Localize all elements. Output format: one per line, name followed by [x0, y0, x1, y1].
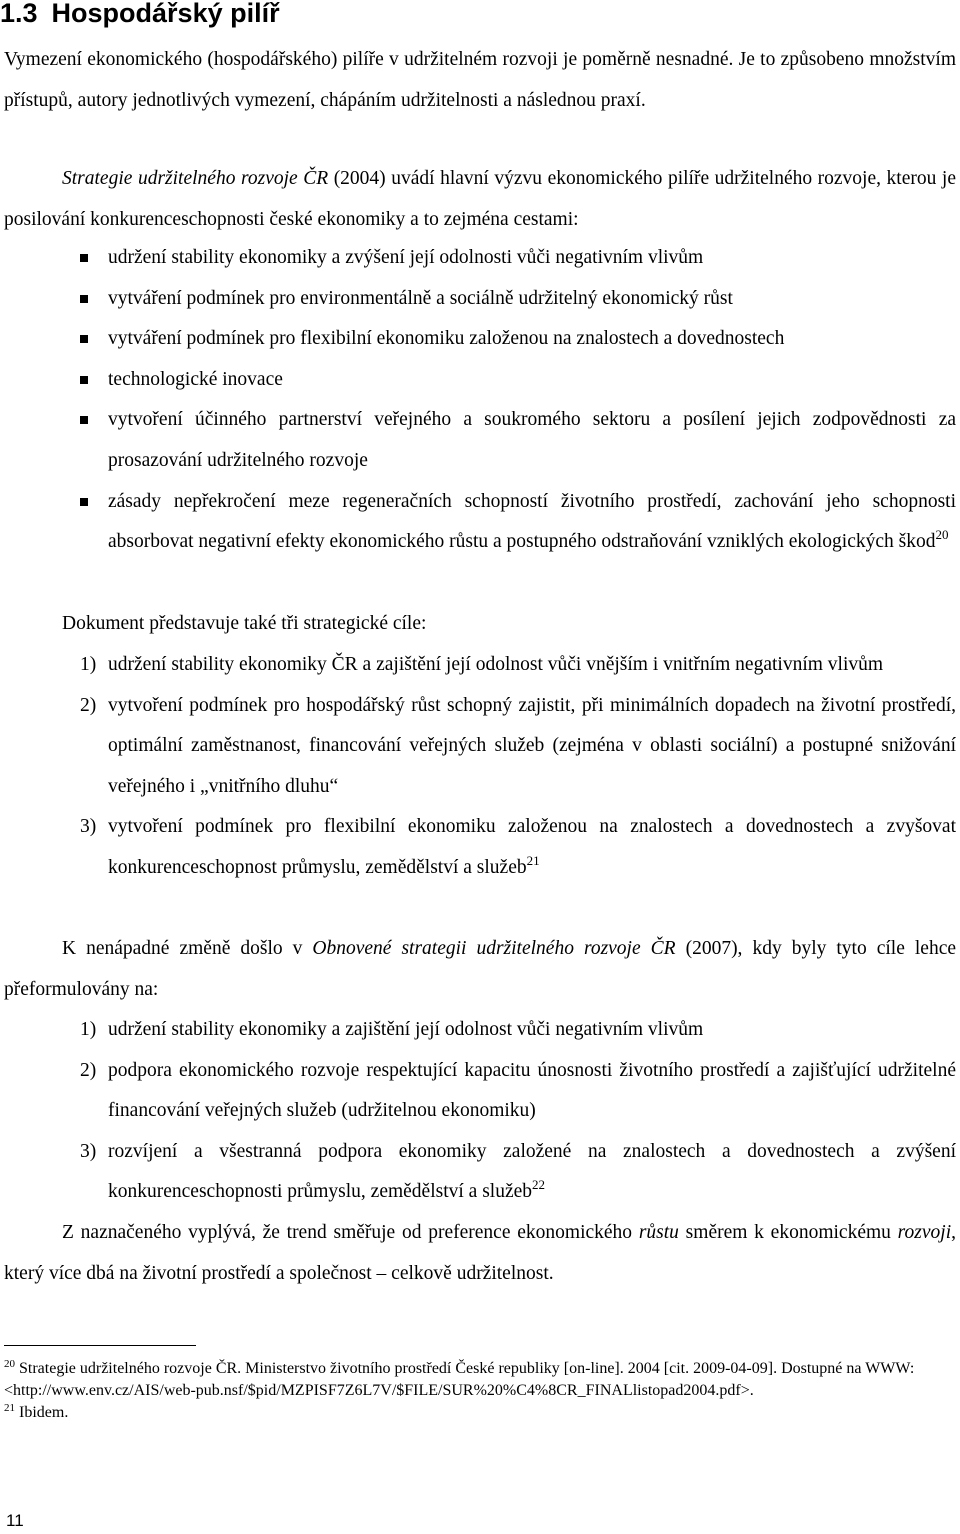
strategy-text: (2004) uvádí hlavní výzvu ekonomického pilíře udržitelného rozvoje, kterou je posilování konkurenceschopnosti české ekonomiky a to zejména cestami: — [4, 168, 956, 230]
list-item — [0, 1051, 956, 1132]
footnote-number: 21 — [4, 1402, 15, 1414]
goals-2004-list — [0, 645, 960, 889]
list-item — [0, 400, 956, 481]
conclusion-text: Z naznačeného vyplývá, že trend směřuje od preference ekonomického — [62, 1222, 639, 1243]
square-bullet-icon — [80, 498, 88, 506]
footnote-ref: 22 — [532, 1177, 546, 1193]
list-item — [0, 319, 956, 360]
list-item-text: udržení stability ekonomiky a zajištění její odolnost vůči negativním vlivům — [108, 1019, 704, 1040]
conclusion-paragraph — [4, 1213, 956, 1294]
list-item-text: technologické inovace — [108, 368, 283, 390]
list-item-number: 3) — [80, 816, 97, 838]
list-item — [0, 238, 956, 279]
list-item-number: 2) — [80, 694, 97, 716]
footnote — [4, 1402, 954, 1424]
list-item-text: vytváření podmínek pro environmentálně a sociálně udržitelný ekonomický růst — [108, 287, 733, 309]
renewed-strategy-paragraph — [4, 929, 956, 1010]
list-item — [0, 360, 956, 401]
square-bullet-icon — [80, 295, 88, 303]
square-bullet-icon — [80, 335, 88, 343]
list-item-text: udržení stability ekonomiky a zvýšení její odolnosti vůči negativním vlivům — [108, 247, 704, 268]
footnote — [4, 1358, 954, 1402]
list-item-text: udržení stability ekonomiky ČR a zajištění její odolnost vůči vnějším i vnitřním negativním vlivům — [108, 654, 884, 675]
list-item — [0, 1132, 956, 1213]
list-item-text: rozvíjení a všestranná podpora ekonomiky založené na znalostech a dovednostech a zvýšení konkurenceschopnosti průmyslu, zemědělství a služeb — [108, 1140, 956, 1203]
bullet-list — [0, 238, 960, 563]
footnote-ref: 20 — [935, 527, 949, 543]
list-item-text: vytváření podmínek pro flexibilní ekonomiku založenou na znalostech a dovednostech — [108, 328, 785, 350]
footnote-number: 20 — [4, 1358, 15, 1370]
list-item-text: zásady nepřekročení meze regeneračních schopností životního prostředí, zachování jeho schopnosti absorbovat negativní efekty ekonomického růstu a postupného odstraňování vzniklých ekologických škod — [108, 490, 956, 553]
list-item — [0, 807, 956, 888]
goals-2007-list — [0, 1010, 960, 1213]
renewed-text-pre: K nenápadné změně došlo v — [62, 938, 313, 959]
conclusion-emphasis-growth: růstu — [638, 1222, 679, 1243]
conclusion-text: , který více dbá na životní prostředí a společnost – celkově udržitelnost. — [4, 1222, 956, 1284]
page-number: 11 — [6, 1511, 24, 1530]
square-bullet-icon — [80, 254, 88, 262]
list-item-text: vytvoření podmínek pro flexibilní ekonomiku založenou na znalostech a dovednostech a zvyšovat konkurenceschopnost průmyslu, zemědělství a služeb — [108, 816, 956, 878]
list-item-text: vytvoření podmínek pro hospodářský růst schopný zajistit, při minimálních dopadech na životní prostředí, optimální zaměstnanost, financování veřejných služeb (zejména v oblasti sociální) a postupné snižování veřejného i „vnitřního dluhu“ — [108, 694, 956, 797]
goals-lead: Dokument představuje také tři strategické cíle: — [62, 613, 427, 634]
list-item-text: vytvoření účinného partnerství veřejného a soukromého sektoru a posílení jejich zodpovědnosti za prosazování udržitelného rozvoje — [108, 409, 956, 471]
footnote-ref: 21 — [526, 852, 540, 868]
section-title: Hospodářský pilíř — [51, 0, 280, 28]
footnote-text: Ibidem. — [19, 1404, 69, 1421]
square-bullet-icon — [80, 376, 88, 384]
list-item-text: podpora ekonomického rozvoje respektující kapacitu únosnosti životního prostředí a zajišťující udržitelné financování veřejných služeb (udržitelnou ekonomiku) — [108, 1059, 956, 1122]
list-item — [0, 279, 956, 320]
conclusion-emphasis-development: rozvoji — [897, 1222, 952, 1243]
footnotes — [4, 1358, 954, 1424]
strategy-paragraph — [4, 159, 956, 240]
strategy-title: Strategie udržitelného rozvoje ČR — [62, 168, 329, 189]
list-item — [0, 686, 956, 808]
list-item-number: 3) — [80, 1140, 97, 1162]
list-item-number: 1) — [80, 654, 97, 675]
renewed-strategy-title: Obnovené strategii udržitelného rozvoje ČR — [312, 938, 676, 959]
section-number: 1.3 — [0, 0, 38, 28]
list-item — [0, 482, 956, 563]
renewed-text-post: (2007), kdy byly tyto cíle lehce přeformulovány na: — [4, 938, 957, 1000]
list-item — [0, 645, 956, 686]
section-heading — [0, 0, 280, 29]
intro-paragraph: Vymezení ekonomického (hospodářského) pilíře v udržitelném rozvoji je poměrně nesnadné. Je to způsobeno množstvím přístupů, autory jednotlivých vymezení, chápáním udržitelnosti a následnou praxí. — [4, 49, 956, 111]
footnote-divider — [4, 1345, 196, 1346]
conclusion-text: směrem k ekonomickému — [678, 1222, 898, 1243]
square-bullet-icon — [80, 416, 88, 424]
list-item-number: 1) — [80, 1019, 97, 1040]
list-item — [0, 1010, 956, 1051]
list-item-number: 2) — [80, 1059, 97, 1081]
footnote-text: Strategie udržitelného rozvoje ČR. Ministerstvo životního prostředí České republiky [on-line]. 2004 [cit. 2009-04-09]. Dostupné na WWW: <http://www.env.cz/AIS/web-pub.nsf/$pid/MZPISF7Z6L7V/$FILE/SUR%20%C4%8CR_FINALlistopad2004.pdf>. — [4, 1360, 915, 1399]
